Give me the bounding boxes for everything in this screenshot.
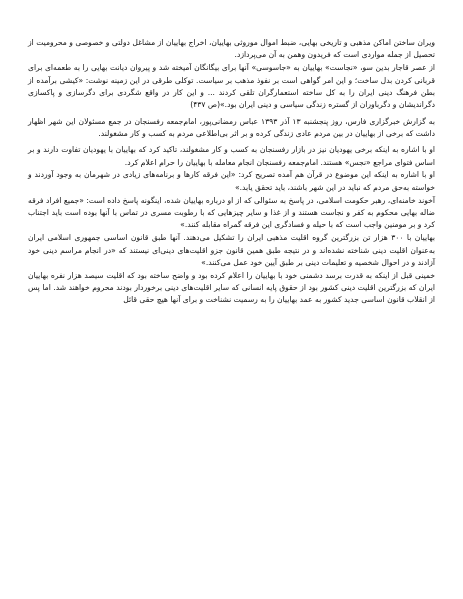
paragraph-4: او با اشاره به اینکه برخی یهودیان نیز در بازار رفسنجان به کسب و کار مشغولند، تاکید کرد که بهاییان با یهودیان تفاوت دارند و بر اساس فتوای مراجع «نجس» هستند. امام‌جمعه رفسنجان انجام معامله با بهاییان را حرام اعلام کرد. [28, 145, 435, 167]
paragraph-7: بهاییان با ۳۰۰ هزار تن بزرگترین گروه اقلیت مذهبی ایران را تشکیل می‌دهند. آنها طبق قانون اساسی جمهوری اسلامی ایران به‌عنوان اقلیت دینی شناخته نشده‌اند و در نتیجه طبق همین قانون جزو اقلیت‌های دینی‌ای نیستند که «در انجام مراسم دینی خود آزادند و در احوال شخصیه و تعلیمات دینی بر طبق آیین خود عمل می‌کنند.» [28, 233, 435, 267]
paragraph-6: آخوند خامنه‌ای، رهبر حکومت اسلامی، در پاسخ به سئوالی که از او درباره بهاییان شده، اینگونه پاسخ داده است: «جمیع افراد فرقه ضاله بهایی محکوم به کفر و نجاست هستند و از غذا و سایر چیزهایی که با رطوبت مسری در تماس با آنها بوده است باید اجتناب کرد و بر مومنین واجب است که با حیله و فسادگری این فرقه گمراه مقابله کنند.» [28, 195, 435, 230]
paragraph-3: به گزارش خبرگزاری فارس، روز پنجشنبه ۱۳ آذر ۱۳۹۳ عباس رمضانی‌پور، امام‌جمعه رفسنجان در جمع مسئولان این شهر اظهار داشت که برخی از بهاییان در بین مردم عادی زندگی کرده و بر اثر بی‌اطلاعی مردم به کسب و کار مشغولند. [28, 116, 435, 138]
paragraph-5: او با اشاره به اینکه این موضوع در قرآن هم آمده تصریح کرد: «این فرقه کارها و برنامه‌های زیادی در شهرمان به وجود آوردند و خواسته به‌حق مردم که نباید در این شهر باشند، باید تحقق یابد.» [28, 170, 435, 192]
paragraph-2: از عصر قاجار بدین سو، «نجاست» بهاییان به «جاسوسی» آنها برای بیگانگان آمیخته شد و پیروان دیانت بهایی را به طعمه‌ای برای قربانی کردن بدل ساخت؛ و این امر گواهی است بر نفوذ مذهب بر سیاست. توکلی طرقی در این زمینه نوشت: «کیشی برآمده از بطن فرهنگ دینی ایران را به کل ساخته استعمارگران تلقی کردند ... و این کار در واقع شگردی برای دگرسازی و پاکسازی دگراندیشان و دگرباوران از گستره زندگی سیاسی و دینی ایران بود.»(ص ۴۳۷) [28, 63, 435, 110]
paragraph-8: خمینی قبل از اینکه به قدرت برسد دشمنی خود با بهاییان را اعلام کرده بود و واضح ساخته بود که اقلیت سیصد هزار نفره بهاییان ایران که بزرگترین اقلیت دینی کشور بود از حقوق پایه انسانی که سایر اقلیت‌های دینی برخوردار بودند محروم خواهند شد. اما پس از انقلاب قانون اساسی جدید کشور به عمد بهاییان را به رسمیت نشناخت و برای آنها هیچ حقی قائل [28, 270, 435, 305]
paragraph-1: ویران ساختن اماکن مذهبی و تاریخی بهایی، ضبط اموال موروثی بهاییان، اخراج بهاییان از مشاغل دولتی و خصوصی و محرومیت از تحصیل از جمله مواردی است که فریدون وهمن به آن می‌پردازد. [28, 38, 435, 60]
